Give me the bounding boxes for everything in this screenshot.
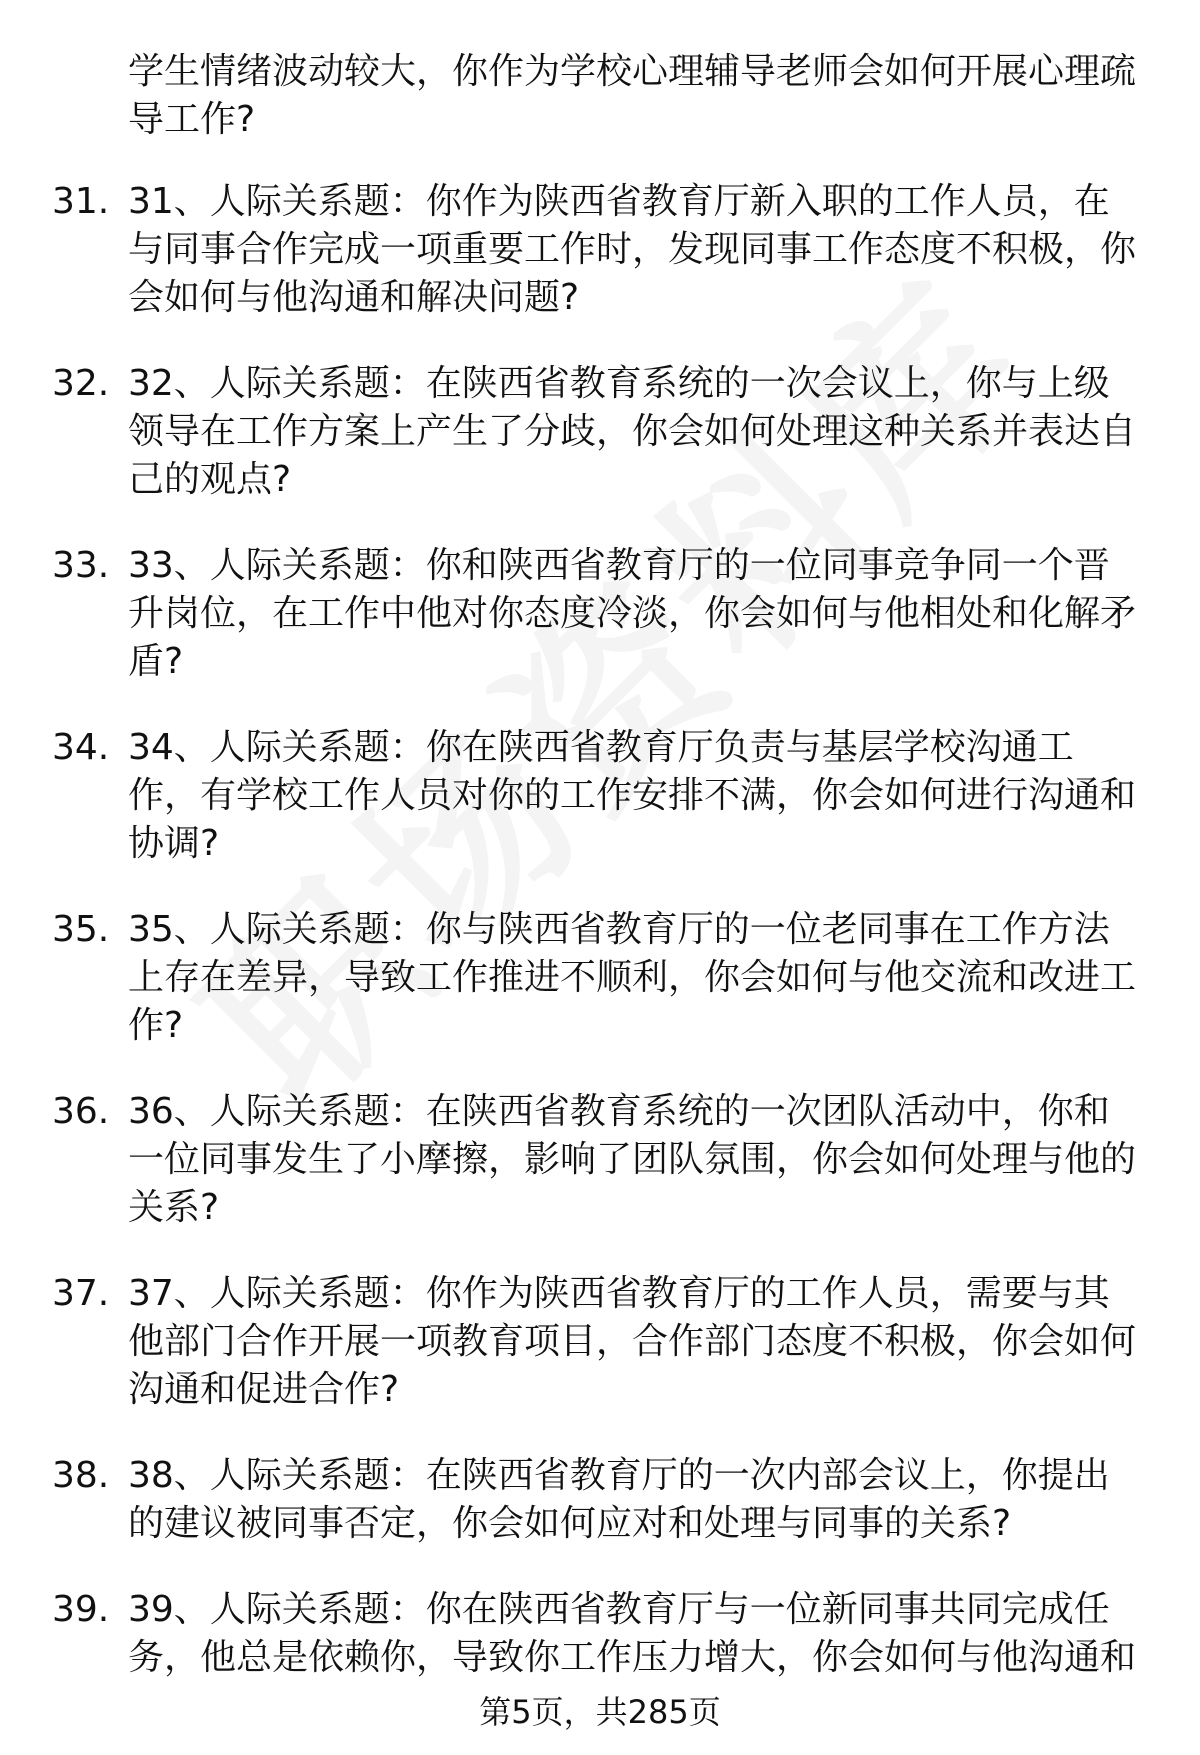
item-text: 31、人际关系题：你作为陕西省教育厅新入职的工作人员，在与同事合作完成一项重要工作时，发现同事工作态度不积极，你会如何与他沟通和解决问题? — [128, 181, 1137, 318]
item-text: 32、人际关系题：在陕西省教育系统的一次会议上，你与上级领导在工作方案上产生了分歧，你会如何处理这种关系并表达自己的观点? — [128, 363, 1137, 500]
list-item — [0, 1270, 1200, 1414]
item-text: 35、人际关系题：你与陕西省教育厅的一位老同事在工作方法上存在差异，导致工作推进不顺利，你会如何与他交流和改进工作? — [128, 909, 1137, 1046]
item-number: 35. — [52, 909, 110, 950]
item-text: 37、人际关系题：你作为陕西省教育厅的工作人员，需要与其他部门合作开展一项教育项目，合作部门态度不积极，你会如何沟通和促进合作? — [128, 1273, 1137, 1410]
item-number: 38. — [52, 1455, 110, 1496]
item-number: 36. — [52, 1091, 110, 1132]
list-item — [0, 1586, 1200, 1682]
question-list — [0, 48, 1200, 1720]
list-item — [0, 542, 1200, 686]
item-number: 39. — [52, 1589, 110, 1630]
item-number: 31. — [52, 181, 110, 222]
item-text: 34、人际关系题：你在陕西省教育厅负责与基层学校沟通工作，有学校工作人员对你的工作安排不满，你会如何进行沟通和协调? — [128, 727, 1137, 864]
item-text: 36、人际关系题：在陕西省教育系统的一次团队活动中，你和一位同事发生了小摩擦，影响了团队氛围，你会如何处理与他的关系? — [128, 1091, 1137, 1228]
item-text: 38、人际关系题：在陕西省教育厅的一次内部会议上，你提出的建议被同事否定，你会如何应对和处理与同事的关系? — [128, 1455, 1110, 1544]
item-number: 34. — [52, 727, 110, 768]
page-number: 第5页，共285页 — [479, 1693, 721, 1731]
item-number: 33. — [52, 545, 110, 586]
list-item — [0, 1452, 1200, 1548]
item-number: 32. — [52, 363, 110, 404]
item-text: 39、人际关系题：你在陕西省教育厅与一位新同事共同完成任务，他总是依赖你，导致你工作压力增大，你会如何与他沟通和 — [128, 1589, 1137, 1678]
continued-text: 学生情绪波动较大，你作为学校心理辅导老师会如何开展心理疏导工作? — [128, 51, 1137, 140]
list-item — [0, 906, 1200, 1050]
list-item — [0, 1088, 1200, 1232]
list-item — [0, 724, 1200, 868]
item-text: 33、人际关系题：你和陕西省教育厅的一位同事竞争同一个晋升岗位，在工作中他对你态度冷淡，你会如何与他相处和化解矛盾? — [128, 545, 1137, 682]
list-item — [0, 360, 1200, 504]
item-number: 37. — [52, 1273, 110, 1314]
list-item — [0, 178, 1200, 322]
